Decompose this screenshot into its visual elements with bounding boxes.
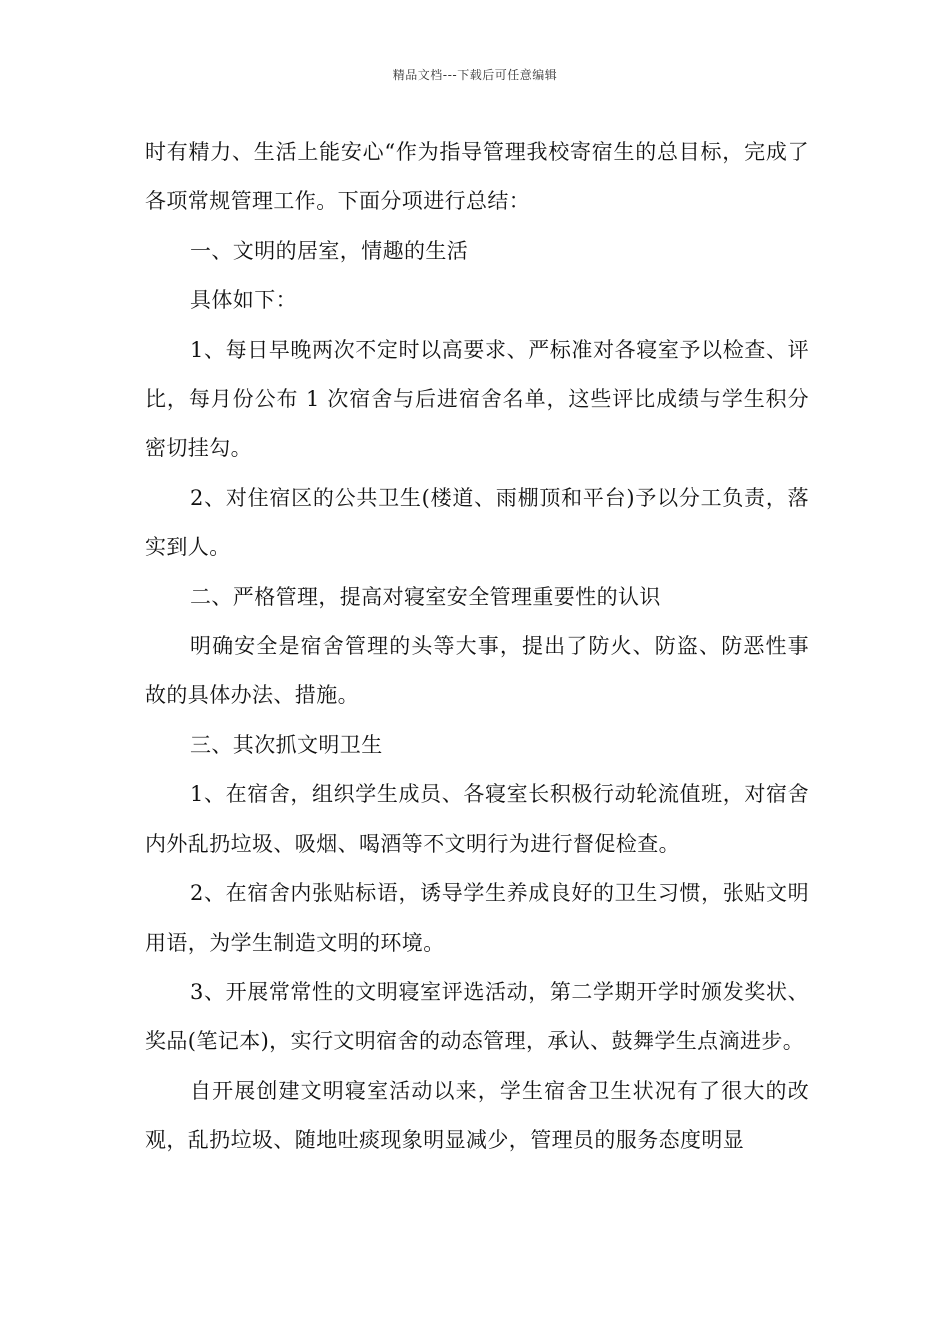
paragraph-intro: 时有精力、生活上能安心“作为指导管理我校寄宿生的总目标，完成了各项常规管理工作。下面分项进行总结：: [145, 140, 809, 214]
paragraph-item-1-2: 2、对住宿区的公共卫生(楼道、雨棚顶和平台)予以分工负责，落实到人。: [145, 485, 809, 560]
section-heading-2: 二、严格管理，提高对寝室安全管理重要性的认识: [190, 584, 661, 609]
paragraph-conclusion: 自开展创建文明寝室活动以来，学生宿舍卫生状况有了很大的改观，乱扔垃圾、随地吐痰现象明显减少，管理员的服务态度明显: [145, 1078, 809, 1153]
paragraph-item-1-1: 1、每日早晚两次不定时以高要求、严标准对各寝室予以检查、评比，每月份公布 1 次宿舍与后进宿舍名单，这些评比成绩与学生积分密切挂勾。: [145, 337, 809, 461]
paragraph-item-3-2: 2、在宿舍内张贴标语，诱导学生养成良好的卫生习惯，张贴文明用语，为学生制造文明的环境。: [145, 881, 809, 955]
paragraph-safety: 明确安全是宿舍管理的头等大事，提出了防火、防盗、防恶性事故的具体办法、措施。: [145, 634, 809, 708]
section-heading-3: 三、其次抓文明卫生: [190, 732, 383, 757]
section-heading-1: 一、文明的居室，情趣的生活: [190, 238, 469, 263]
document-body: [145, 128, 809, 1166]
paragraph-item-3-3: 3、开展常常性的文明寝室评选活动，第二学期开学时颁发奖状、奖品(笔记本)，实行文明宿舍的动态管理，承认、鼓舞学生点滴进步。: [145, 979, 809, 1054]
page-header: 精品文档---下载后可任意编辑: [392, 68, 558, 82]
paragraph-details-intro: 具体如下：: [190, 288, 297, 313]
paragraph-item-3-1: 1、在宿舍，组织学生成员、各寝室长积极行动轮流值班，对宿舍内外乱扔垃圾、吸烟、喝酒等不文明行为进行督促检查。: [145, 782, 809, 856]
